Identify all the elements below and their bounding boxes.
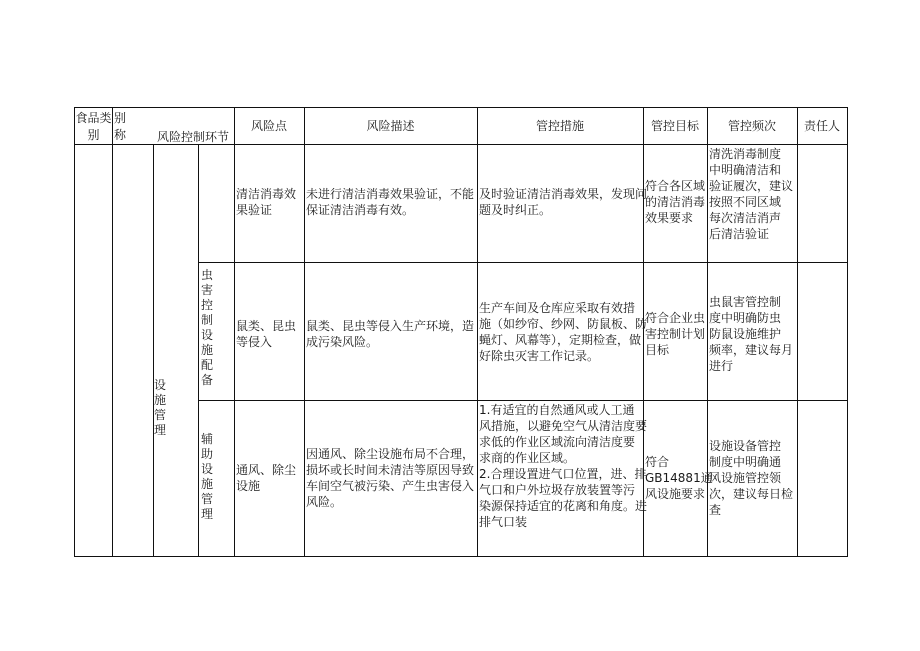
- text-line: 频率，建议每月: [709, 343, 794, 357]
- text-line: 害控制计划: [645, 327, 706, 341]
- grid-line: [74, 556, 847, 557]
- text-line: 染源保持适宜的花离和角度。进: [479, 499, 648, 513]
- text-line: 目标: [645, 343, 670, 357]
- text-line: 次，建议每日检: [709, 487, 794, 501]
- grid-line: [74, 107, 847, 108]
- header-food-category: 食品类别: [75, 111, 112, 142]
- text-line: 虫鼠害管控制: [709, 295, 782, 309]
- grid-line: [304, 107, 305, 557]
- text-line: 生产车间及仓库应采取有效措: [479, 301, 636, 315]
- text-line: 效果要求: [645, 211, 694, 225]
- grid-line: [198, 144, 199, 557]
- text-line: 防鼠设施维护: [709, 327, 782, 341]
- text-line: 排气口装: [479, 515, 528, 529]
- text-line: 求商的作业区域。: [479, 451, 576, 465]
- sub-link-pest-control: 虫害控制设施配备: [200, 268, 213, 387]
- text-line: 设施: [236, 479, 261, 493]
- text-line: 清洗消毒制度: [709, 147, 782, 161]
- text-line: 等侵入: [236, 335, 273, 349]
- text-line: 鼠类、昆虫: [236, 319, 297, 333]
- text-line: 果验证: [236, 203, 273, 217]
- grid-line: [153, 144, 154, 557]
- grid-line: [112, 107, 113, 557]
- text-line: GB14881通: [645, 471, 713, 485]
- text-line: 题及时纠正。: [479, 203, 552, 217]
- text-line: 符合: [645, 455, 670, 469]
- header-frequency: 管控频次: [727, 119, 776, 133]
- text-line: 查: [709, 503, 722, 517]
- text-line: 按照不同区域: [709, 195, 782, 209]
- grid-line: [198, 262, 847, 263]
- text-line: 的清洁消毒: [645, 195, 706, 209]
- text-line: 气口和户外垃圾存放装置等污: [479, 483, 636, 497]
- grid-line: [797, 107, 798, 557]
- section-label-facility-management: 设施管理: [153, 378, 166, 437]
- text-line: 进行: [709, 359, 734, 373]
- text-line: 验证履次，建议: [709, 179, 794, 193]
- text-line: 设施设备管控: [709, 439, 782, 453]
- text-line: 符合企业虫: [645, 311, 706, 325]
- text-line: 后清洁验证: [709, 227, 770, 241]
- text-line: 风设施要求: [645, 487, 706, 501]
- text-line: 符合各区域: [645, 179, 706, 193]
- text-line: 保证清洁消毒有效。: [306, 203, 415, 217]
- sub-link-auxiliary-facility: 辅助设施管理: [200, 432, 213, 521]
- text-line: 清洁消毒效: [236, 187, 297, 201]
- text-line: 成污染风险。: [306, 335, 379, 349]
- text-line: 损坏或长时间未清洁等原因导致: [306, 463, 475, 477]
- grid-line: [74, 107, 75, 557]
- header-risk-point: 风险点: [250, 119, 287, 133]
- grid-line: [198, 400, 847, 401]
- text-line: 通风、除尘: [236, 463, 297, 477]
- text-line: 求低的作业区域流向清洁度要: [479, 435, 636, 449]
- text-line: 及时验证清洁消毒效果，发现问: [479, 187, 648, 201]
- text-line: 风设施管控领: [709, 471, 782, 485]
- grid-line: [477, 107, 478, 557]
- text-line: 车间空气被污染、产生虫害侵入: [306, 479, 475, 493]
- text-line: 中明确清洁和: [709, 163, 782, 177]
- text-line: 每次清洁消声: [709, 211, 782, 225]
- grid-line: [234, 107, 235, 557]
- text-line: 未进行清洁消毒效果验证，不能: [306, 187, 475, 201]
- text-line: 1.有适宜的自然通风或人工通: [479, 403, 635, 417]
- text-line: 风措施，以避免空气从清洁度要: [479, 419, 648, 433]
- header-measures: 管控措施: [535, 119, 584, 133]
- header-goal: 管控目标: [650, 119, 699, 133]
- text-line: 2.合理设置进气口位置，进、排: [479, 467, 647, 481]
- text-line: 因通风、除尘设施布局不合理，: [306, 447, 475, 461]
- text-line: 制度中明确通: [709, 455, 782, 469]
- grid-line: [847, 107, 848, 557]
- header-control-link: 风险控制环节: [157, 130, 230, 144]
- header-risk-desc: 风险描述: [366, 119, 415, 133]
- text-line: 好除虫灭害工作记录。: [479, 349, 600, 363]
- text-line: 鼠类、昆虫等侵入生产环境，造: [306, 319, 475, 333]
- header-alias: 别称: [114, 111, 127, 142]
- grid-line: [707, 107, 708, 557]
- text-line: 度中明确防虫: [709, 311, 782, 325]
- text-line: 风险。: [306, 495, 343, 509]
- text-line: 施（如纱帘、纱网、防鼠板、防: [479, 317, 648, 331]
- text-line: 蝇灯、风幕等），定期检查，做: [479, 333, 642, 347]
- header-responsible: 责任人: [803, 119, 840, 133]
